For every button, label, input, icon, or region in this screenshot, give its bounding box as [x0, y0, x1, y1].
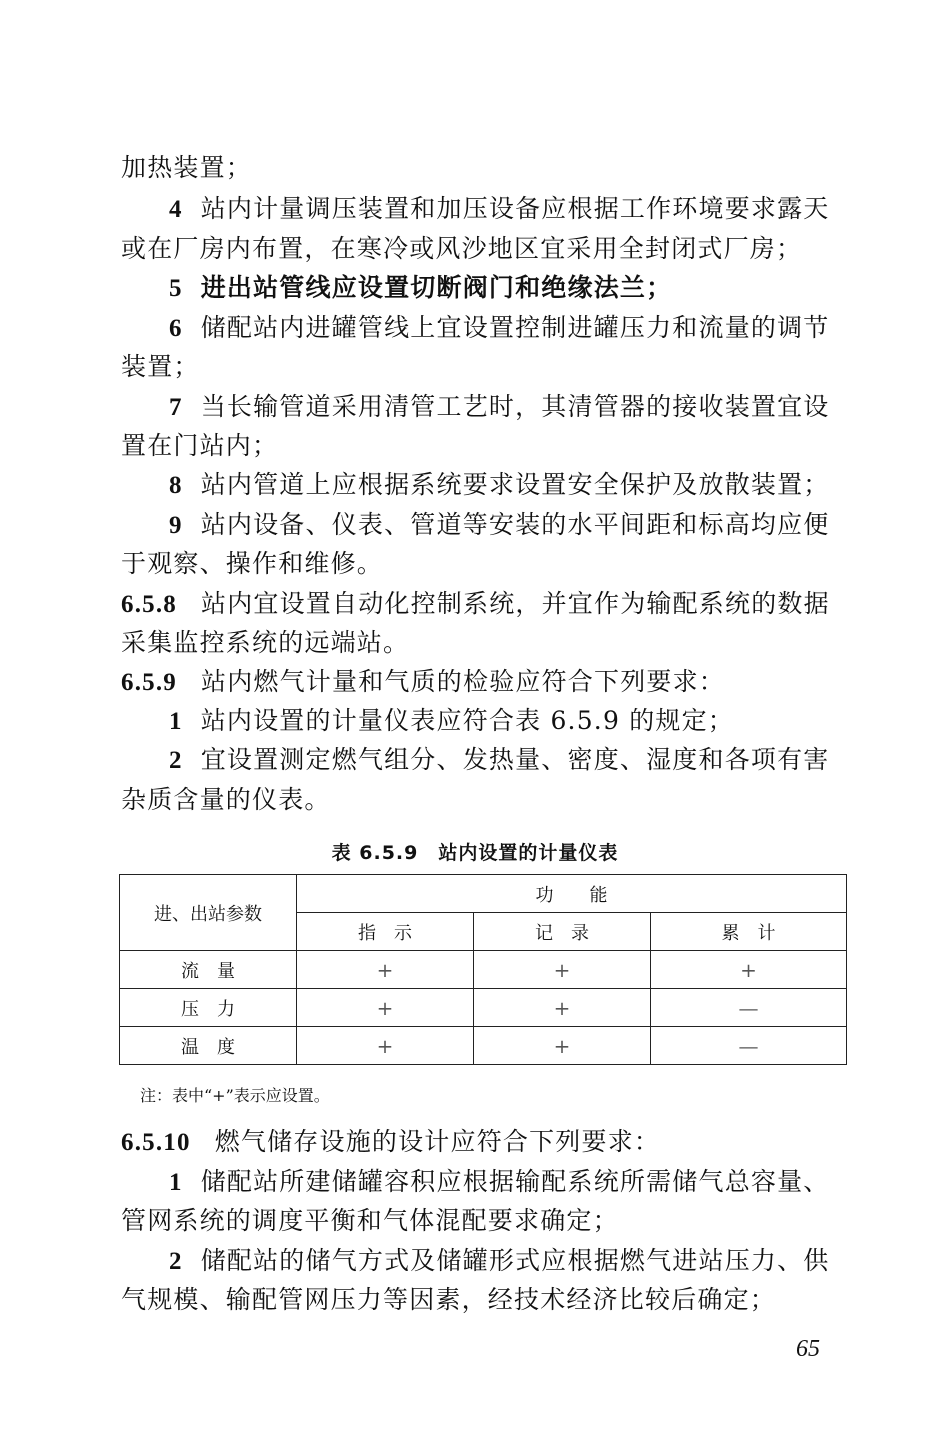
clause-item-5: 5 进出站管线应设置切断阀门和绝缘法兰；	[169, 273, 673, 302]
table-cell: +	[297, 951, 474, 989]
text-line: 杂质含量的仪表。	[121, 785, 331, 814]
clause-item-1: 1 储配站所建储罐容积应根据输配系统所需储气总容量、	[169, 1167, 830, 1196]
sub-header-accumulate: 累 计	[651, 913, 847, 951]
row-label: 温 度	[120, 1027, 297, 1065]
text-line: 置在门站内；	[121, 431, 279, 460]
text-line: 于观察、操作和维修。	[121, 549, 384, 578]
meter-table	[119, 874, 847, 1065]
table-cell: +	[474, 989, 651, 1027]
sub-header-indicate: 指 示	[297, 913, 474, 951]
clause-item-7: 7 当长输管道采用清管工艺时，其清管器的接收装置宜设	[169, 392, 830, 421]
page-number: 65	[796, 1336, 820, 1362]
section-6-5-8: 6.5.8 站内宜设置自动化控制系统，并宜作为输配系统的数据	[121, 589, 830, 618]
table-cell: +	[474, 1027, 651, 1065]
table-cell: —	[651, 1027, 847, 1065]
table-note: 注：表中“+”表示应设置。	[140, 1086, 330, 1105]
table-cell: +	[297, 1027, 474, 1065]
table-caption: 表 6.5.9 站内设置的计量仪表	[331, 842, 619, 864]
clause-item-2: 2 宜设置测定燃气组分、发热量、密度、湿度和各项有害	[169, 745, 830, 774]
clause-item-1: 1 站内设置的计量仪表应符合表 6.5.9 的规定；	[169, 706, 735, 735]
function-header: 功 能	[297, 875, 847, 913]
row-label: 流 量	[120, 951, 297, 989]
clause-item-8: 8 站内管道上应根据系统要求设置安全保护及放散装置；	[169, 470, 830, 499]
table-cell: —	[651, 989, 847, 1027]
text-line: 装置；	[121, 352, 200, 381]
clause-item-6: 6 储配站内进罐管线上宜设置控制进罐压力和流量的调节	[169, 313, 830, 342]
section-6-5-9: 6.5.9 站内燃气计量和气质的检验应符合下列要求：	[121, 667, 726, 696]
table-cell: +	[297, 989, 474, 1027]
sub-header-record: 记 录	[474, 913, 651, 951]
text-line: 或在厂房内布置，在寒冷或风沙地区宜采用全封闭式厂房；	[121, 234, 803, 263]
text-line: 加热装置；	[121, 153, 253, 182]
table-row	[120, 989, 847, 1027]
table-row	[120, 1027, 847, 1065]
table-row	[120, 951, 847, 989]
clause-item-4: 4 站内计量调压装置和加压设备应根据工作环境要求露天	[169, 194, 830, 223]
text-line: 管网系统的调度平衡和气体混配要求确定；	[121, 1206, 619, 1235]
table-cell: +	[474, 951, 651, 989]
text-line: 气规模、输配管网压力等因素，经技术经济比较后确定；	[121, 1285, 777, 1314]
param-header: 进、出站参数	[120, 875, 297, 951]
text-line: 采集监控系统的远端站。	[121, 628, 410, 657]
row-label: 压 力	[120, 989, 297, 1027]
clause-item-2: 2 储配站的储气方式及储罐形式应根据燃气进站压力、供	[169, 1246, 830, 1275]
table-cell: +	[651, 951, 847, 989]
clause-item-9: 9 站内设备、仪表、管道等安装的水平间距和标高均应便	[169, 510, 830, 539]
section-6-5-10: 6.5.10 燃气储存设施的设计应符合下列要求：	[121, 1127, 661, 1156]
